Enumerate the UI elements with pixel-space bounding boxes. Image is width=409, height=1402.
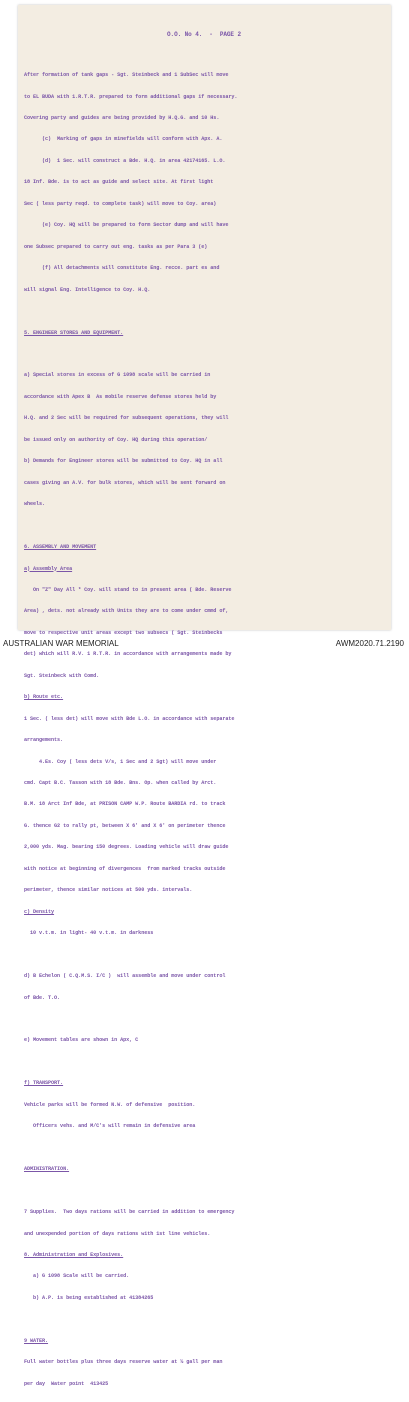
text-line (24, 1059, 384, 1066)
text-line: H.Q. and 2 Sec will be required for subsequent operations, they will (24, 415, 229, 422)
text-line: 4.Es. Coy ( less dets V/s, 1 Sec and 2 Sgt) will move under (24, 758, 217, 765)
text-line: to EL BUDA with 1.R.T.R. prepared to form additional gaps if necessary. (24, 93, 238, 100)
section-heading: 5. ENGINEER STORES AND EQUIPMENT. (24, 329, 124, 336)
text-line: cases giving an A.V. for bulk stores, which will be sent forward on (24, 479, 226, 486)
text-line: cmd. Capt B.C. Tasson with 18 Bde. Bns. Op. when called by Arct. (24, 780, 217, 787)
text-line: arrangements. (24, 737, 64, 744)
text-line: b) Demands for Engineer stores will be submitted to Coy. HQ in all (24, 458, 223, 465)
text-line: (d) 1 Sec. will construct a Bde. H.Q. in area 42174165. L.O. (24, 157, 226, 164)
text-line: det) which will R.V. 1 R.T.R. in accordance with arrangements made by (24, 651, 232, 658)
text-line: After formation of tank gaps - Sgt. Steinbeck and 1 SubSec will move (24, 72, 229, 79)
text-line: will signal Eng. Intelligence to Coy. H.Q. (24, 286, 151, 293)
text-line: and unexpended portion of days rations with 1st line vehicles. (24, 1230, 211, 1237)
text-line: a) G 1098 Scale will be carried. (24, 1273, 130, 1280)
text-line: B.M. 18 Arct Inf Bde, at PRISON CAMP W.P. Route BARDIA rd. to track (24, 801, 226, 808)
text-line: Covering party and guides are being provided by H.Q.G. and 10 Hs. (24, 114, 220, 121)
text-line: a) Special stores in excess of G 1098 scale will be carried in (24, 372, 211, 379)
text-line: 7 Supplies. Two days rations will be carried in addition to emergency (24, 1209, 235, 1216)
page-header: O.O. No 4. - PAGE 2 (167, 31, 241, 39)
document-body (24, 17, 384, 1402)
text-line: Sec ( less party reqd. to complete task) will move to Coy. area) (24, 200, 217, 207)
text-line: perimeter, thence similar notices at 500 yds. intervals. (24, 887, 193, 894)
archive-reference: AWM2020.71.2190 (335, 639, 404, 648)
text-line: 2,000 yds. Mag. bearing 150 degrees. Loading vehicle will draw guide (24, 844, 229, 851)
text-line (24, 1145, 384, 1152)
text-line: Full water bottles plus three days reserve water at ½ gall per man (24, 1359, 223, 1366)
text-line (24, 952, 384, 959)
text-line: Sgt. Steinbeck with Comd. (24, 672, 100, 679)
text-line: Area) , dets. not already with Units they are to come under cmmd of, (24, 608, 229, 615)
text-line: accordance with Apex B As mobile reserve defense stores held by (24, 393, 217, 400)
text-line: 18 Inf. Bde. is to act as guide and select site. At first light (24, 179, 214, 186)
text-line (24, 308, 384, 315)
text-line: 10 v.t.m. in light- 40 v.t.m. in darkness (24, 930, 154, 937)
text-line: On "Z" Day All * Coy. will stand to in present area ( Bde. Reserve (24, 586, 232, 593)
text-line: (f) All detachments will constitute Eng. recce. part es and (24, 265, 220, 272)
subsection-heading: f) TRANSPORT. (24, 1080, 64, 1087)
text-line (24, 1316, 384, 1323)
subsection-heading: 8. Administration and Explosives. (24, 1252, 124, 1258)
text-line: e) Movement tables are shown in Apx, C (24, 1037, 139, 1044)
text-line (24, 351, 384, 358)
text-line (24, 1188, 384, 1195)
text-line: Vehicle parks will be formed N.W. of defensive position. (24, 1101, 196, 1108)
text-line: Officers vehs. and M/C's will remain in defensive area (24, 1123, 196, 1130)
text-line: 1 Sec. ( less det) will move with Bde L.O. in accordance with separate (24, 715, 235, 722)
text-line (24, 1016, 384, 1023)
subsection-heading: a) Assembly Area (24, 565, 73, 572)
spacer (24, 53, 384, 58)
text-line: with notice at beginning of divergences from marked tracks outside (24, 865, 226, 872)
text-line: (e) Coy. HQ will be prepared to form Sector dump and will have (24, 222, 229, 229)
text-line: d) B Echelon ( C.Q.M.S. I/C ) will assemble and move under control (24, 973, 226, 980)
text-line: b) A.P. is being established at 41384265 (24, 1294, 154, 1301)
text-line: one Subsec prepared to carry out eng. tasks as per Para 3 (e) (24, 243, 208, 250)
text-line: G. thence G2 to rally pt, between X 6' and X 6' on perimeter thence (24, 822, 226, 829)
text-line: (c) Marking of gaps in minefields will conform with Apx. A. (24, 136, 223, 143)
text-line: move to respective unit areas except two subsecs ( Sgt. Steinbecks (24, 629, 223, 636)
archive-name: AUSTRALIAN WAR MEMORIAL (3, 639, 119, 648)
archive-footer (0, 636, 409, 653)
text-line (24, 523, 384, 530)
text-line: be issued only on authority of Coy. HQ during this operation/ (24, 436, 208, 443)
text-line: wheels. (24, 501, 46, 508)
subsection-heading: b) Route etc. (24, 694, 64, 701)
section-heading: ADMINISTRATION. (24, 1166, 70, 1173)
section-heading: 6. ASSEMBLY AND MOVEMENT (24, 544, 97, 551)
text-line: of Bde. T.O. (24, 994, 61, 1001)
subsection-heading: 9 WATER. (24, 1337, 49, 1344)
subsection-heading: c) Density (24, 908, 55, 915)
text-line: per day Water point 413425 (24, 1380, 109, 1387)
